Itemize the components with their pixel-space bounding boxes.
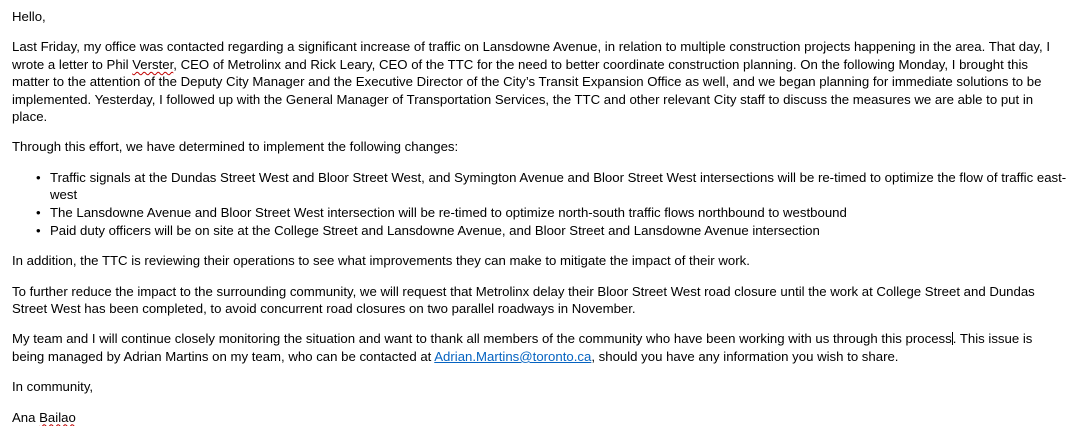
list-item-text: Traffic signals at the Dundas Street West and Bloor Street West, and Symington Avenue and Bloor Street West intersections will be re-timed to optimize the flow of traffic east-west: [50, 169, 1067, 203]
paragraph-5: [12, 330, 1068, 365]
paragraph-4: [12, 283, 1068, 318]
closing-text: In community,: [12, 379, 94, 395]
paragraph-2-text: Through this effort, we have determined to implement the following changes:: [12, 139, 459, 155]
list-item: [50, 222, 1068, 240]
changes-list: [12, 169, 1068, 239]
misspelled-word-bailao: Bailao: [39, 409, 76, 425]
email-link-adrian-martins[interactable]: Adrian.Martins@toronto.ca: [434, 348, 592, 364]
misspelled-word-verster: Verster: [132, 56, 174, 72]
list-item: [50, 204, 1068, 222]
paragraph-4-text: To further reduce the impact to the surrounding community, we will request that Metrolinx delay their Bloor Street West road closure until the work at College Street and Dundas Street West has been completed, to avoid concurrent road closures on two parallel roadways in November.: [12, 283, 1035, 317]
paragraph-3: [12, 252, 1068, 269]
paragraph-5-text-part-3: , should you have any information you wish to share.: [591, 348, 899, 364]
paragraph-5-text-part-1: My team and I will continue closely monitoring the situation and want to thank all members of the community who have been working with us through this process: [12, 331, 952, 347]
paragraph-1-text-part-1: Last Friday, my office was contacted regarding a significant increase of traffic on Lansdowne Avenue, in relation to multiple construction projects happening in the area. That day, I wrote a letter to Phil: [12, 39, 1051, 72]
paragraph-1: [12, 38, 1068, 125]
paragraph-2: [12, 138, 1068, 155]
greeting-paragraph: [12, 8, 1068, 25]
list-item-text: Paid duty officers will be on site at the College Street and Lansdowne Avenue, and Bloor Street and Lansdowne Avenue intersection: [50, 222, 820, 238]
paragraph-5-text-part-2: . This issue is being managed by Adrian Martins on my team, who can be contacted at: [12, 331, 1033, 364]
closing-paragraph: [12, 378, 1068, 395]
signature-first-name: Ana: [12, 409, 40, 425]
signature-paragraph: [12, 409, 1068, 426]
list-item-text: The Lansdowne Avenue and Bloor Street West intersection will be re-timed to optimize north-south traffic flows northbound to westbound: [50, 205, 847, 221]
list-item: [50, 169, 1068, 204]
paragraph-3-text: In addition, the TTC is reviewing their operations to see what improvements they can make to mitigate the impact of their work.: [12, 253, 750, 269]
greeting-text: Hello,: [12, 9, 46, 24]
paragraph-1-text-part-2: , CEO of Metrolinx and Rick Leary, CEO of the TTC for the need to better coordinate construction planning. On the following Monday, I brought this matter to the attention of the Deputy City Manager and the Executive Director of the City’s Transit Expansion Office as well, and we began planning for immediate solutions to be implemented. Yesterday, I followed up with the General Manager of Transportation Services, the TTC and other relevant City staff to discuss the measures we are able to put in place.: [12, 56, 1042, 125]
